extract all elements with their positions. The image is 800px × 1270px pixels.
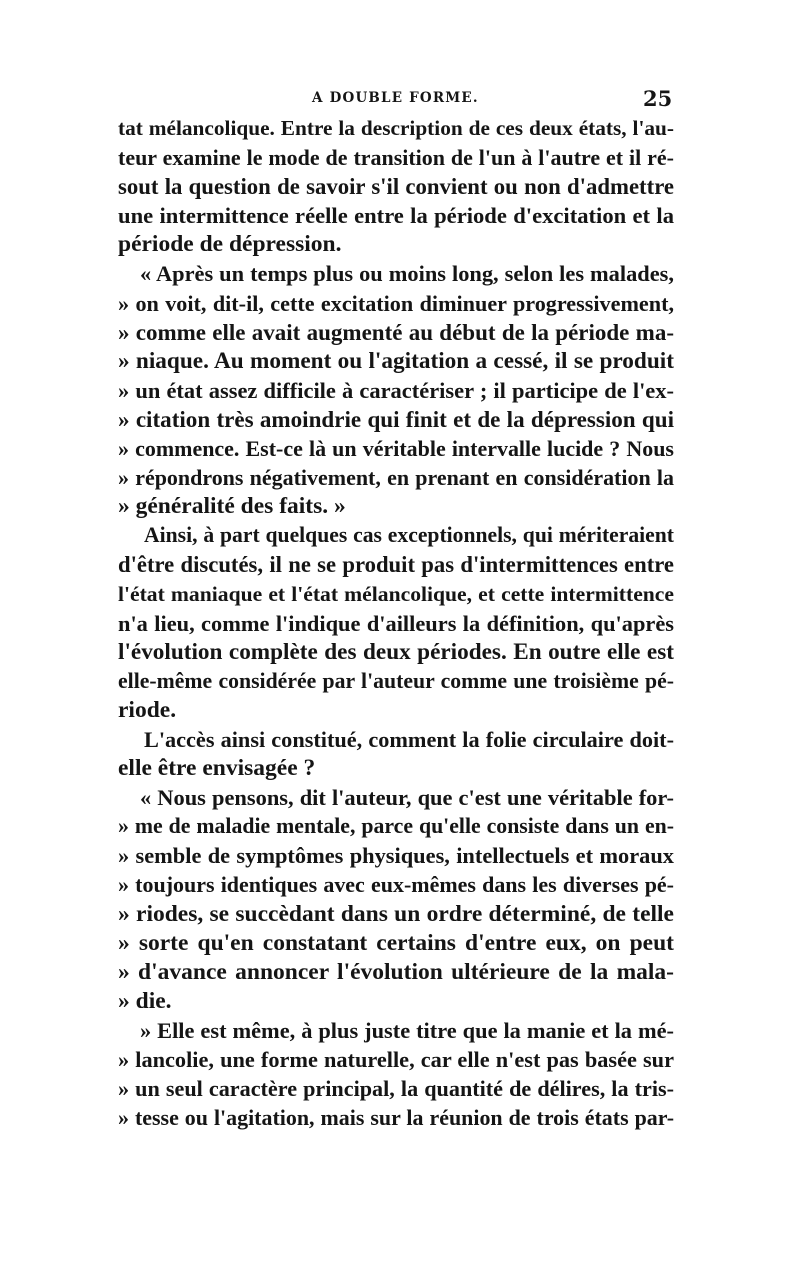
text-line: « Nous pensons, dit l'auteur, que c'est une véritable for- bbox=[140, 785, 674, 811]
text-line: » niaque. Au moment ou l'agitation a cessé, il se produit bbox=[118, 347, 674, 374]
text-line: » lancolie, une forme naturelle, car elle n'est pas basée sur bbox=[118, 1047, 674, 1072]
text-line: « Après un temps plus ou moins long, selon les malades, bbox=[140, 261, 674, 287]
text-line: l'évolution complète des deux périodes. En outre elle est bbox=[118, 638, 674, 665]
text-line: L'accès ainsi constitué, comment la folie circulaire doit- bbox=[144, 726, 674, 752]
text-line: » citation très amoindrie qui finit et de la dépression qui bbox=[118, 405, 674, 432]
text-line: » commence. Est-ce là un véritable intervalle lucide ? Nous bbox=[118, 436, 674, 462]
body-text bbox=[118, 114, 674, 1132]
text-line: teur examine le mode de transition de l'un à l'autre et il ré- bbox=[118, 145, 674, 171]
text-line: » d'avance annoncer l'évolution ultérieure de la mala- bbox=[118, 958, 674, 985]
text-line: une intermittence réelle entre la période d'excitation et la bbox=[118, 203, 674, 229]
text-line: elle être envisagée ? bbox=[118, 755, 316, 782]
text-line: sout la question de savoir s'il convient ou non d'admettre bbox=[118, 174, 674, 200]
text-line: » sorte qu'en constatant certains d'entre eux, on peut bbox=[118, 929, 674, 956]
text-line: » tesse ou l'agitation, mais sur la réunion de trois états par- bbox=[118, 1105, 674, 1131]
text-line: d'être discutés, il ne se produit pas d'intermittences entre bbox=[118, 552, 674, 578]
text-line: » généralité des faits. » bbox=[118, 493, 346, 520]
text-line: période de dépression. bbox=[118, 231, 342, 258]
text-line: » un seul caractère principal, la quantité de délires, la tris- bbox=[118, 1076, 674, 1102]
text-line: » me de maladie mentale, parce qu'elle consiste dans un en- bbox=[118, 814, 674, 839]
text-line: » Elle est même, à plus juste titre que la manie et la mé- bbox=[140, 1017, 674, 1043]
text-line: n'a lieu, comme l'indique d'ailleurs la définition, qu'après bbox=[118, 610, 674, 636]
running-title: A DOUBLE FORME. bbox=[312, 90, 479, 106]
text-line: » on voit, dit-il, cette excitation diminuer progressivement, bbox=[118, 290, 674, 316]
text-line: riode. bbox=[118, 696, 177, 723]
text-line: » die. bbox=[118, 987, 172, 1014]
text-line: » riodes, se succèdant dans un ordre déterminé, de telle bbox=[118, 900, 674, 927]
text-line: » semble de symptômes physiques, intellectuels et moraux bbox=[118, 843, 674, 869]
text-line: » comme elle avait augmenté au début de la période ma- bbox=[118, 319, 674, 345]
text-line: » un état assez difficile à caractériser ; il participe de l'ex- bbox=[118, 377, 674, 403]
page-number: 25 bbox=[643, 86, 673, 111]
running-header bbox=[0, 86, 800, 114]
text-line: elle-même considérée par l'auteur comme une troisième pé- bbox=[118, 668, 674, 693]
text-line: Ainsi, à part quelques cas exceptionnels, qui mériteraient bbox=[144, 523, 674, 548]
text-line: » toujours identiques avec eux-mêmes dans les diverses pé- bbox=[118, 872, 674, 898]
text-line: » répondrons négativement, en prenant en considération la bbox=[118, 465, 674, 491]
text-line: l'état maniaque et l'état mélancolique, et cette intermittence bbox=[118, 581, 674, 606]
text-line: tat mélancolique. Entre la description de ces deux états, l'au- bbox=[118, 116, 674, 140]
